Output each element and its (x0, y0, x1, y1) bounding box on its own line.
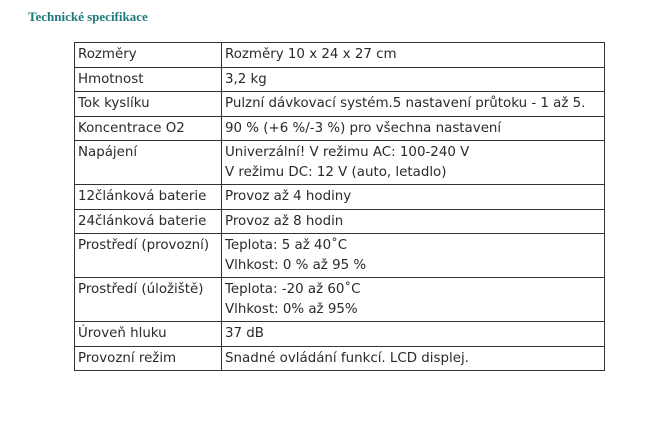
spec-value (222, 322, 605, 347)
spec-label: 12článková baterie (75, 185, 222, 210)
spec-value-line: Univerzální! V režimu AC: 100-240 V (225, 145, 470, 160)
spec-value (222, 346, 605, 371)
spec-label: Rozměry (75, 43, 222, 68)
spec-label: Hmotnost (75, 67, 222, 92)
spec-value-line: 90 % (+6 %/-3 %) pro všechna nastavení (225, 120, 502, 136)
table-row (75, 67, 605, 92)
spec-value (222, 278, 605, 322)
spec-value (222, 234, 605, 278)
spec-value-line: Vlhkost: 0 % až 95 % (225, 257, 367, 273)
spec-value-line: Snadné ovládání funkcí. LCD displej. (225, 350, 469, 366)
table-row (75, 278, 605, 322)
spec-value-line: 3,2 kg (225, 71, 267, 87)
spec-label: 24článková baterie (75, 209, 222, 234)
spec-value (222, 116, 605, 141)
spec-value (222, 141, 605, 185)
spec-value-line: Vlhkost: 0% až 95% (225, 301, 358, 317)
spec-value (222, 185, 605, 210)
table-row (75, 43, 605, 68)
spec-value-line: V režimu DC: 12 V (auto, letadlo) (225, 164, 447, 180)
spec-label: Napájení (75, 141, 222, 185)
spec-value-line: Provoz až 8 hodin (225, 213, 344, 229)
table-row (75, 185, 605, 210)
table-row (75, 322, 605, 347)
spec-label: Prostředí (provozní) (75, 234, 222, 278)
spec-value-line: 37 dB (225, 326, 264, 341)
spec-value-line: Provoz až 4 hodiny (225, 189, 352, 204)
spec-value (222, 43, 605, 68)
page-heading: Technické specifikace (28, 9, 148, 24)
table-row (75, 141, 605, 185)
spec-table (74, 42, 605, 371)
spec-value-line: Rozměry 10 x 24 x 27 cm (225, 47, 397, 62)
spec-value (222, 209, 605, 234)
spec-label: Provozní režim (75, 346, 222, 371)
spec-label: Prostředí (úložiště) (75, 278, 222, 322)
spec-value-line: Teplota: -20 až 60˚C (225, 282, 361, 297)
spec-value (222, 67, 605, 92)
table-row (75, 92, 605, 117)
table-row (75, 346, 605, 371)
spec-value (222, 92, 605, 117)
spec-label: Koncentrace O2 (75, 116, 222, 141)
spec-value-line: Teplota: 5 až 40˚C (225, 238, 348, 253)
table-row (75, 234, 605, 278)
table-row (75, 209, 605, 234)
table-row (75, 116, 605, 141)
spec-label: Tok kyslíku (75, 92, 222, 117)
spec-value-line: Pulzní dávkovací systém.5 nastavení průtoku - 1 až 5. (225, 96, 586, 111)
spec-label: Úroveň hluku (75, 322, 222, 347)
